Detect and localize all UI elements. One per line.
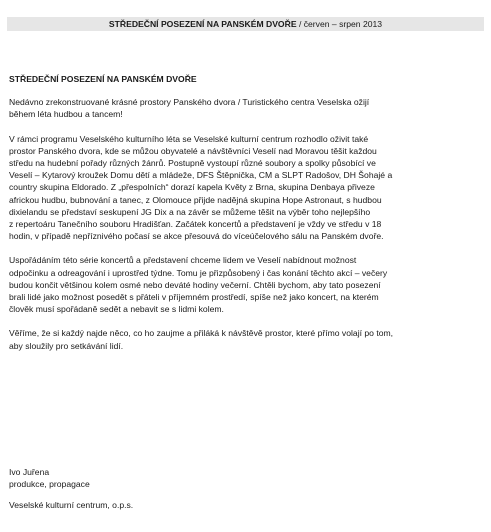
header-title: STŘEDEČNÍ POSEZENÍ NA PANSKÉM DVOŘE bbox=[108, 19, 297, 29]
text-line: aby sloužily pro setkávání lidí. bbox=[9, 340, 124, 351]
signature-role: produkce, propagace bbox=[9, 479, 90, 490]
document-body bbox=[9, 73, 483, 364]
paragraph-closing bbox=[9, 327, 483, 351]
text-line: hodin, v případě nepříznivého počasí se akce přesouvá do víceúčelového sálu na Panském dvoře. bbox=[9, 231, 384, 242]
text-line: středu na hudební pořady různých žánrů. Postupně vystoupí různé soubory a spolky působící ve bbox=[9, 158, 376, 169]
signature-organization: Veselské kulturní centrum, o.p.s. bbox=[9, 500, 134, 511]
text-line: Věříme, že si každý najde něco, co ho zaujme a přiláká k návštěvě prostor, které přímo volají po tom, bbox=[9, 328, 394, 339]
text-line: člověk musí spořádaně sedět a nebavit se s lidmi kolem. bbox=[9, 304, 224, 315]
header-date-range: / červen – srpen 2013 bbox=[296, 19, 383, 29]
signature-block bbox=[9, 466, 309, 512]
text-line: Uspořádáním této série koncertů a představení chceme lidem ve Veselí nabídnout možnost bbox=[9, 255, 357, 266]
text-line: africkou hudbu, bubnování a tanec, z Olomouce přijde nadějná skupina Hope Astronaut, s hudbou bbox=[9, 194, 382, 205]
text-line: dixielandu se představí seskupení JG Dix a na závěr se můžeme těšit na výběr toho nejlepšího bbox=[9, 206, 371, 217]
paragraph-program bbox=[9, 133, 483, 243]
text-line: budou končit většinou kolem osmé nebo deváté hodiny večerní. Chtěli bychom, aby tato posezení bbox=[9, 279, 381, 290]
section-title: STŘEDEČNÍ POSEZENÍ NA PANSKÉM DVOŘE bbox=[9, 74, 197, 84]
text-line: během léta hudbou a tancem! bbox=[9, 109, 123, 120]
text-line: Nedávno zrekonstruované krásné prostory Panského dvora / Turistického centra Veselska ožijí bbox=[9, 97, 370, 108]
text-line: Veselí – Kytarový kroužek Domu dětí a mládeže, DFS Štěpnička, CM a SLPT Radošov, DH Šohajé a bbox=[9, 170, 393, 181]
text-line: z repertoáru Tanečního souboru Hradišťan. Začátek koncertů a představení je vždy ve středu v 18 bbox=[9, 219, 382, 230]
signature-name: Ivo Juřena bbox=[9, 467, 50, 477]
paragraph-purpose bbox=[9, 254, 483, 315]
text-line: odpočinku a odreagování i uprostřed týdne. Tomu je přizpůsobený i čas konání těchto akcí – večery bbox=[9, 267, 388, 278]
text-line: prostor Panského dvora, kde se můžou obyvatelé a návštěvníci Veselí nad Moravou těšit každou bbox=[9, 145, 377, 156]
paragraph-intro bbox=[9, 96, 483, 120]
page-header-bar bbox=[7, 17, 484, 31]
text-line: brali lidé jako možnost posedět s přáteli v příjemném prostředí, spíše než jako koncert, na kterém bbox=[9, 292, 379, 303]
text-line: V rámci programu Veselského kulturního léta se Veselské kulturní centrum rozhodlo oživit také bbox=[9, 133, 369, 144]
text-line: country skupina Eldorado. Z „přespolních“ dorazí kapela Květy z Brna, skupina Denbaya přiveze bbox=[9, 182, 375, 193]
